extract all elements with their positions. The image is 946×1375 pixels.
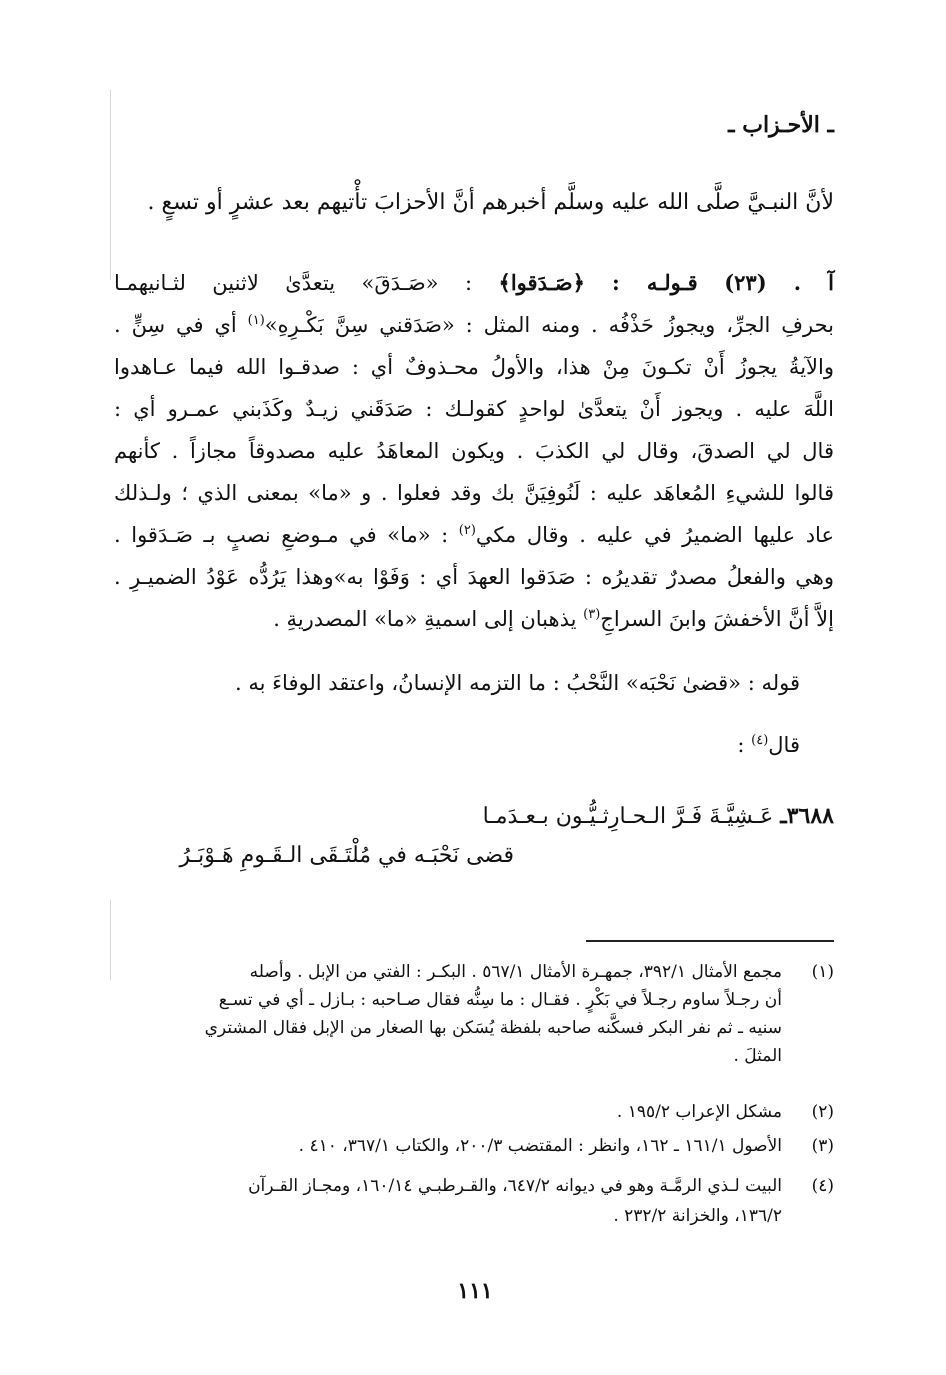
footnote-rule: [586, 940, 834, 942]
poem-verse-line2: قضى نَحْبَـه في مُلْتَـقَى الـقَـومِ هَـوْبَـرُ: [179, 843, 514, 868]
footnote-line: المثلَ .: [733, 1046, 782, 1066]
paragraph-text: : «صَـدَقَ» يتعدَّىٰ لاثنين لثـانيهمـا: [114, 271, 473, 295]
quote-colon: :: [737, 733, 752, 757]
footnote-number: (١): [811, 962, 834, 982]
paragraph-line: [114, 520, 834, 550]
paragraph-text: بحرفِ الجرِّ، ويجوزُ حَذْفُه . ومنه المثل : «صَدَقني سِنَّ بَكْـرِهِ»: [264, 313, 834, 337]
footnote-number: (٤): [811, 1176, 834, 1196]
paragraph-line: [114, 268, 834, 298]
paragraph-line: [114, 604, 834, 634]
intro-line: لأنَّ النبـيَّ صلَّى الله عليه وسلَّم أخبرهم أنَّ الأحزابَ تأْتيهم بعد عشرٍ أو تسعٍ .: [147, 190, 834, 215]
footnote-number: (٢): [811, 1102, 834, 1122]
footnote-line: مجمع الأمثال ٣٩٢/١، جمهـرة الأمثال ٥٦٧/١ . البكـر : الفتي من الإبل . وأصله: [249, 962, 782, 982]
verse-number: ٣٦٨٨ـ: [780, 803, 834, 829]
poem-verse-line1: [483, 800, 834, 833]
footnote-line: الأصول ١٦١/١ ـ ١٦٢، وانظر : المقتضب ٢٠٠/٣، والكتاب ٣٦٧/١، ٤١٠ .: [298, 1136, 782, 1156]
footnote-marker: (٣): [583, 607, 601, 622]
paragraph-line: قوله : «قضىٰ نَحْبَه» النَّحْبُ : ما التزمه الإنسانُ، واعتقد الوفاءَ به .: [235, 671, 800, 695]
paragraph-text: أي في سِنٍّ .: [114, 313, 237, 337]
footnote-marker: (٤): [751, 733, 769, 748]
paragraph-line: قالوا للشيءِ المُعاهَد عليه : لَنُوفِيَنَّ بك وقد فعلوا . و «ما» بمعنى الذي ؛ ولـذلك: [114, 481, 834, 505]
footnote-line: أن رجـلاً ساوم رجـلاً في بَكْرٍ . فقـال : ما سِنُّه فقال صـاحبه : بـازل ـ أي في تسـع: [218, 990, 782, 1010]
paragraph-line: وهي والفعلُ مصدرٌ تقديرُه : صَدَقوا العهدَ أي : وَفَوْا به»وهذا يَرُدُّه عَوْدُ الضميـرِ .: [114, 565, 834, 589]
footnote-line: سنيه ـ ثم نفر البكر فسكَّنه صاحبه بلفظة يُسَكن بها الصغار من الإبل فقال المشتري: [204, 1018, 782, 1038]
verse-term: قـولـه : ﴿صَـدَقوا﴾: [498, 270, 698, 295]
footnote-number: (٣): [811, 1136, 834, 1156]
footnote: [114, 958, 834, 1074]
footnote-marker: (٢): [458, 523, 476, 538]
running-header: ـ الأحـزاب ـ: [728, 112, 834, 138]
quote-label: قال: [768, 733, 800, 757]
paragraph-text: : «ما» في مـوضعِ نصبٍ بـ صَـدَقوا .: [114, 523, 449, 547]
paragraph-line: قال لي الصدقَ، وقال لي الكذبَ . ويكون المعاهَدُ عليه مصدوقاً مجازاً . كأنهم: [114, 439, 834, 463]
footnote-marker: (١): [247, 313, 265, 328]
scan-edge-line: [110, 90, 111, 280]
quote-intro: [114, 730, 800, 760]
footnote-line: ١٣٦/٢، والخزانة ٢٣٢/٢ .: [613, 1206, 782, 1226]
paragraph-line: والآيةُ يجوزُ أَنْ تكـونَ مِنْ هذا، والأولُ محـذوفٌ أي : صدقـوا الله فيما عـاهدوا: [114, 355, 834, 379]
footnote-line: مشكل الإعراب ١٩٥/٢ .: [616, 1102, 782, 1122]
footnote-line: البيت لـذي الرمَّـة وهو في ديوانه ٦٤٧/٢، والقـرطبـي ١٦٠/١٤، ومجـاز القـرآن: [248, 1176, 782, 1196]
footnote: [114, 1132, 834, 1160]
verse-ref: آ . (٢٣): [724, 270, 834, 295]
paragraph-text: يذهبان إلى اسميةِ «ما» المصدريةِ .: [273, 607, 577, 631]
scan-edge-line: [110, 900, 111, 980]
paragraph-line: [114, 310, 834, 340]
verse-text: عَـشِيَّـةَ فَـرَّ الـحـارِثـيُّـون بـعـدَمـا: [482, 804, 774, 829]
paragraph-text: عاد عليها الضميرُ في عليه . وقال مكي: [475, 523, 834, 547]
footnote: [114, 1172, 834, 1232]
page-number: ١١١: [457, 1278, 493, 1304]
paragraph-text: إلاَّ أنَّ الأخفشَ وابنَ السراجِ: [600, 607, 834, 631]
paragraph-line: اللَّهَ عليه . ويجوز أَنْ يتعدَّىٰ لواحدٍ كقولـك : صَدَقَني زيـدٌ وكَذَبني عمـرو أي :: [114, 397, 834, 421]
footnote: [114, 1098, 834, 1126]
